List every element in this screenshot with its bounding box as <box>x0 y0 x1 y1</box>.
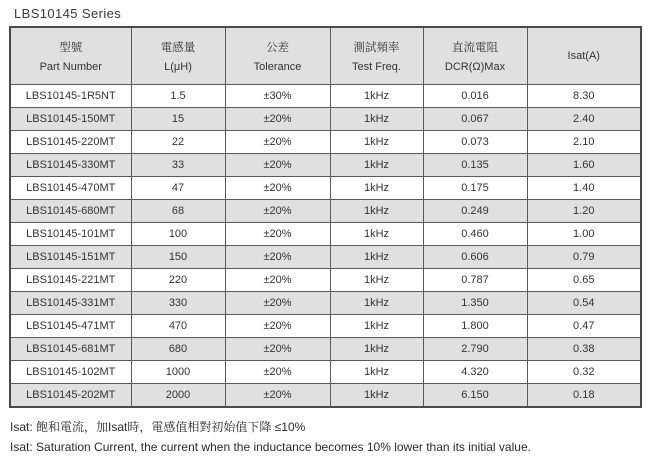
table-body <box>10 85 641 408</box>
table-row <box>10 223 641 246</box>
table-row <box>10 315 641 338</box>
cell-test-freq: 1kHz <box>330 361 423 384</box>
cell-inductance: 2000 <box>131 384 225 408</box>
col-header-part-number-zh: 型號 <box>59 42 83 54</box>
cell-tolerance: ±20% <box>225 315 330 338</box>
cell-test-freq: 1kHz <box>330 108 423 131</box>
col-header-isat-label: Isat(A) <box>567 50 600 62</box>
cell-dcr: 0.460 <box>423 223 527 246</box>
cell-dcr: 1.800 <box>423 315 527 338</box>
cell-tolerance: ±20% <box>225 177 330 200</box>
cell-isat: 0.65 <box>527 269 641 292</box>
col-header-tolerance-zh: 公差 <box>266 42 289 54</box>
cell-dcr: 0.073 <box>423 131 527 154</box>
cell-isat: 2.40 <box>527 108 641 131</box>
cell-inductance: 1000 <box>131 361 225 384</box>
page-title: LBS10145 Series <box>14 6 122 21</box>
cell-test-freq: 1kHz <box>330 338 423 361</box>
cell-dcr: 0.175 <box>423 177 527 200</box>
cell-tolerance: ±30% <box>225 85 330 108</box>
col-header-inductance-en: L(μH) <box>164 61 192 73</box>
cell-tolerance: ±20% <box>225 223 330 246</box>
table-row <box>10 292 641 315</box>
col-header-test-freq-zh: 測試頻率 <box>353 42 400 54</box>
footnotes <box>10 417 648 457</box>
table-row <box>10 108 641 131</box>
cell-tolerance: ±20% <box>225 154 330 177</box>
table-row <box>10 384 641 408</box>
table-row <box>10 177 641 200</box>
cell-tolerance: ±20% <box>225 361 330 384</box>
cell-isat: 0.79 <box>527 246 641 269</box>
cell-tolerance: ±20% <box>225 108 330 131</box>
col-header-inductance <box>131 27 225 85</box>
cell-isat: 2.10 <box>527 131 641 154</box>
cell-part-number: LBS10145-680MT <box>10 200 131 223</box>
table-row <box>10 246 641 269</box>
table-row <box>10 154 641 177</box>
cell-dcr: 0.787 <box>423 269 527 292</box>
cell-part-number: LBS10145-1R5NT <box>10 85 131 108</box>
table-header-row <box>10 27 641 85</box>
cell-tolerance: ±20% <box>225 200 330 223</box>
cell-part-number: LBS10145-151MT <box>10 246 131 269</box>
cell-test-freq: 1kHz <box>330 200 423 223</box>
cell-inductance: 1.5 <box>131 85 225 108</box>
cell-dcr: 0.067 <box>423 108 527 131</box>
cell-dcr: 2.790 <box>423 338 527 361</box>
cell-part-number: LBS10145-102MT <box>10 361 131 384</box>
note-saturation-zh: Isat: 飽和電流，加Isat時，電感值相對初始值下降 ≤10% <box>10 420 306 434</box>
cell-isat: 8.30 <box>527 85 641 108</box>
cell-test-freq: 1kHz <box>330 131 423 154</box>
cell-inductance: 68 <box>131 200 225 223</box>
cell-part-number: LBS10145-330MT <box>10 154 131 177</box>
table-row <box>10 269 641 292</box>
cell-tolerance: ±20% <box>225 269 330 292</box>
cell-tolerance: ±20% <box>225 384 330 408</box>
cell-inductance: 33 <box>131 154 225 177</box>
cell-part-number: LBS10145-681MT <box>10 338 131 361</box>
table-row <box>10 338 641 361</box>
cell-test-freq: 1kHz <box>330 154 423 177</box>
cell-dcr: 0.135 <box>423 154 527 177</box>
cell-test-freq: 1kHz <box>330 384 423 408</box>
cell-inductance: 330 <box>131 292 225 315</box>
cell-isat: 1.00 <box>527 223 641 246</box>
cell-part-number: LBS10145-150MT <box>10 108 131 131</box>
cell-dcr: 0.249 <box>423 200 527 223</box>
cell-part-number: LBS10145-202MT <box>10 384 131 408</box>
cell-part-number: LBS10145-220MT <box>10 131 131 154</box>
col-header-dcr-en: DCR(Ω)Max <box>444 61 506 73</box>
cell-isat: 0.18 <box>527 384 641 408</box>
cell-inductance: 680 <box>131 338 225 361</box>
cell-test-freq: 1kHz <box>330 292 423 315</box>
note-saturation-en: Isat: Saturation Current, the current when the inductance becomes 10% lower than its initial value. <box>10 440 531 454</box>
cell-test-freq: 1kHz <box>330 246 423 269</box>
cell-part-number: LBS10145-471MT <box>10 315 131 338</box>
table-row <box>10 200 641 223</box>
cell-test-freq: 1kHz <box>330 177 423 200</box>
cell-tolerance: ±20% <box>225 246 330 269</box>
cell-isat: 1.20 <box>527 200 641 223</box>
cell-inductance: 15 <box>131 108 225 131</box>
cell-dcr: 4.320 <box>423 361 527 384</box>
table-row <box>10 85 641 108</box>
cell-test-freq: 1kHz <box>330 315 423 338</box>
col-header-tolerance <box>225 27 330 85</box>
cell-inductance: 470 <box>131 315 225 338</box>
spec-table <box>9 26 642 408</box>
cell-test-freq: 1kHz <box>330 85 423 108</box>
cell-isat: 1.40 <box>527 177 641 200</box>
table-row <box>10 361 641 384</box>
cell-isat: 1.60 <box>527 154 641 177</box>
cell-isat: 0.38 <box>527 338 641 361</box>
cell-dcr: 6.150 <box>423 384 527 408</box>
col-header-dcr-zh: 直流電阻 <box>452 42 498 54</box>
cell-tolerance: ±20% <box>225 292 330 315</box>
cell-inductance: 47 <box>131 177 225 200</box>
col-header-part-number-en: Part Number <box>39 61 102 73</box>
cell-part-number: LBS10145-101MT <box>10 223 131 246</box>
cell-dcr: 1.350 <box>423 292 527 315</box>
cell-isat: 0.47 <box>527 315 641 338</box>
col-header-isat <box>527 27 641 85</box>
cell-dcr: 0.016 <box>423 85 527 108</box>
cell-isat: 0.32 <box>527 361 641 384</box>
cell-inductance: 220 <box>131 269 225 292</box>
cell-part-number: LBS10145-331MT <box>10 292 131 315</box>
cell-isat: 0.54 <box>527 292 641 315</box>
col-header-tolerance-en: Tolerance <box>253 61 302 73</box>
cell-part-number: LBS10145-221MT <box>10 269 131 292</box>
cell-test-freq: 1kHz <box>330 223 423 246</box>
table-row <box>10 131 641 154</box>
cell-tolerance: ±20% <box>225 338 330 361</box>
cell-test-freq: 1kHz <box>330 269 423 292</box>
col-header-inductance-zh: 電感量 <box>160 42 196 54</box>
cell-inductance: 150 <box>131 246 225 269</box>
cell-part-number: LBS10145-470MT <box>10 177 131 200</box>
cell-dcr: 0.606 <box>423 246 527 269</box>
col-header-test-freq <box>330 27 423 85</box>
col-header-test-freq-en: Test Freq. <box>352 61 401 73</box>
cell-inductance: 22 <box>131 131 225 154</box>
col-header-dcr <box>423 27 527 85</box>
col-header-part-number <box>10 27 131 85</box>
cell-inductance: 100 <box>131 223 225 246</box>
cell-tolerance: ±20% <box>225 131 330 154</box>
